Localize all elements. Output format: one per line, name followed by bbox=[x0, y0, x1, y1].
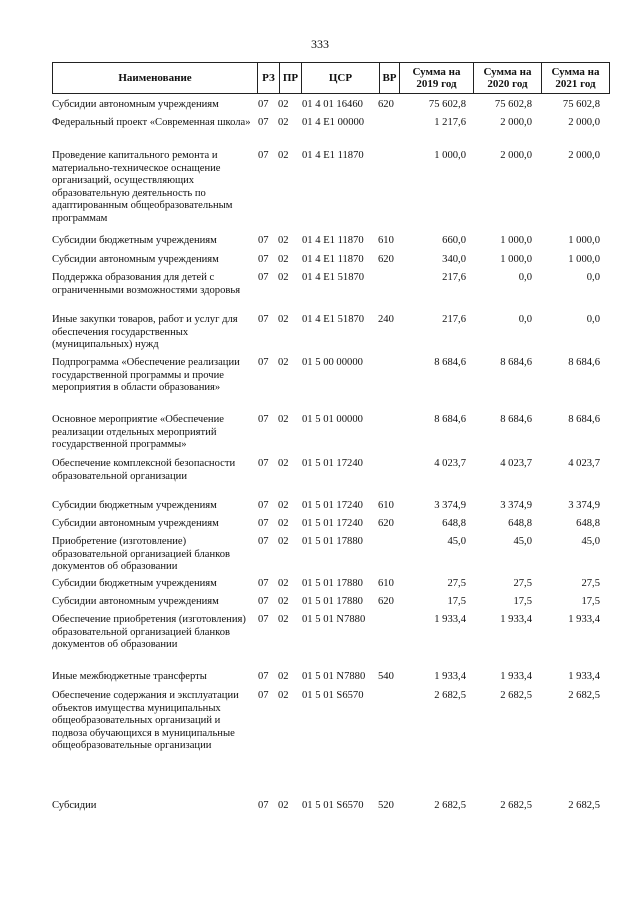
cell-csr: 01 4 E1 51870 bbox=[302, 272, 365, 283]
cell-s2019: 1 000,0 bbox=[434, 150, 466, 161]
cell-vr: 240 bbox=[378, 314, 394, 325]
cell-rz: 07 bbox=[258, 800, 269, 811]
cell-csr: 01 5 01 17880 bbox=[302, 536, 363, 547]
cell-s2020: 1 000,0 bbox=[500, 235, 532, 246]
cell-rz: 07 bbox=[258, 671, 269, 682]
cell-s2021: 0,0 bbox=[586, 314, 600, 325]
table-row bbox=[52, 671, 610, 690]
cell-s2021: 1 000,0 bbox=[568, 254, 600, 265]
cell-s2020: 3 374,9 bbox=[500, 500, 532, 511]
cell-csr: 01 4 E1 51870 bbox=[302, 314, 365, 325]
cell-pr: 02 bbox=[278, 800, 289, 811]
cell-rz: 07 bbox=[258, 150, 269, 161]
cell-s2020: 2 682,5 bbox=[500, 690, 532, 701]
cell-pr: 02 bbox=[278, 614, 289, 625]
cell-s2020: 8 684,6 bbox=[500, 357, 532, 368]
cell-pr: 02 bbox=[278, 117, 289, 128]
cell-s2020: 8 684,6 bbox=[500, 414, 532, 425]
cell-s2020: 0,0 bbox=[518, 272, 532, 283]
cell-name: Федеральный проект «Современная школа» bbox=[52, 117, 251, 128]
cell-rz: 07 bbox=[258, 614, 269, 625]
table-row bbox=[52, 357, 610, 414]
cell-s2021: 2 000,0 bbox=[568, 117, 600, 128]
cell-rz: 07 bbox=[258, 458, 269, 469]
cell-name: Обеспечение комплексной безопасности образовательной организации bbox=[52, 458, 236, 482]
cell-s2021: 1 000,0 bbox=[568, 235, 600, 246]
cell-name: Обеспечение приобретения (изготовления) образовательной организацией бланков документов об образовании bbox=[52, 614, 246, 651]
cell-rz: 07 bbox=[258, 518, 269, 529]
cell-csr: 01 5 01 17240 bbox=[302, 518, 363, 529]
cell-vr bbox=[378, 117, 398, 150]
header-name: Наименование bbox=[118, 72, 192, 84]
cell-s2019: 1 933,4 bbox=[434, 614, 466, 625]
table-body bbox=[52, 99, 610, 820]
cell-vr: 610 bbox=[378, 500, 394, 511]
table-row bbox=[52, 518, 610, 536]
header-sum-2019: Сумма на 2019 год bbox=[399, 63, 473, 93]
cell-vr: 620 bbox=[378, 254, 394, 265]
cell-csr: 01 4 E1 00000 bbox=[302, 117, 365, 128]
cell-name: Подпрограмма «Обеспечение реализации государственной программы и прочие мероприятия в области образования» bbox=[52, 357, 240, 394]
header-csr: ЦСР bbox=[301, 63, 379, 93]
cell-s2021: 648,8 bbox=[576, 518, 600, 529]
header-sum-2020: Сумма на 2020 год bbox=[473, 63, 541, 93]
table-row bbox=[52, 314, 610, 357]
cell-rz: 07 bbox=[258, 117, 269, 128]
table-row bbox=[52, 414, 610, 458]
cell-vr: 540 bbox=[378, 671, 394, 682]
cell-vr: 610 bbox=[378, 235, 394, 246]
cell-pr: 02 bbox=[278, 150, 289, 161]
cell-rz: 07 bbox=[258, 254, 269, 265]
cell-vr: 620 bbox=[378, 518, 394, 529]
table-row bbox=[52, 578, 610, 596]
cell-vr bbox=[378, 272, 398, 314]
cell-csr: 01 5 01 N7880 bbox=[302, 614, 366, 625]
table-row bbox=[52, 596, 610, 614]
cell-s2019: 1 933,4 bbox=[434, 671, 466, 682]
cell-s2019: 217,6 bbox=[442, 272, 466, 283]
cell-s2020: 4 023,7 bbox=[500, 458, 532, 469]
cell-s2021: 2 000,0 bbox=[568, 150, 600, 161]
cell-pr: 02 bbox=[278, 596, 289, 607]
cell-rz: 07 bbox=[258, 314, 269, 325]
cell-s2021: 1 933,4 bbox=[568, 614, 600, 625]
cell-pr: 02 bbox=[278, 414, 289, 425]
table-row bbox=[52, 614, 610, 671]
table-row bbox=[52, 458, 610, 500]
cell-rz: 07 bbox=[258, 690, 269, 701]
table-row bbox=[52, 235, 610, 254]
cell-csr: 01 5 01 00000 bbox=[302, 414, 363, 425]
cell-s2019: 8 684,6 bbox=[434, 357, 466, 368]
cell-csr: 01 5 01 17880 bbox=[302, 578, 363, 589]
cell-s2021: 2 682,5 bbox=[568, 800, 600, 811]
cell-s2019: 340,0 bbox=[442, 254, 466, 265]
cell-s2021: 4 023,7 bbox=[568, 458, 600, 469]
cell-vr: 620 bbox=[378, 99, 394, 110]
cell-csr: 01 5 01 N7880 bbox=[302, 671, 366, 682]
cell-s2019: 3 374,9 bbox=[434, 500, 466, 511]
cell-s2021: 2 682,5 bbox=[568, 690, 600, 701]
cell-name: Субсидии бюджетным учреждениям bbox=[52, 235, 217, 246]
cell-name: Субсидии bbox=[52, 800, 97, 811]
header-pr: ПР bbox=[279, 63, 301, 93]
cell-s2020: 0,0 bbox=[518, 314, 532, 325]
cell-pr: 02 bbox=[278, 235, 289, 246]
cell-s2019: 4 023,7 bbox=[434, 458, 466, 469]
cell-vr: 520 bbox=[378, 800, 394, 811]
header-rz: РЗ bbox=[257, 63, 279, 93]
cell-s2020: 17,5 bbox=[513, 596, 532, 607]
cell-csr: 01 5 01 17880 bbox=[302, 596, 363, 607]
cell-csr: 01 4 E1 11870 bbox=[302, 254, 364, 265]
header-vr: ВР bbox=[379, 63, 399, 93]
cell-csr: 01 5 01 S6570 bbox=[302, 690, 364, 701]
cell-csr: 01 5 00 00000 bbox=[302, 357, 363, 368]
cell-pr: 02 bbox=[278, 314, 289, 325]
table-row bbox=[52, 117, 610, 150]
cell-vr bbox=[378, 536, 398, 578]
header-sum-2021: Сумма на 2021 год bbox=[541, 63, 609, 93]
cell-vr bbox=[378, 614, 398, 671]
cell-pr: 02 bbox=[278, 578, 289, 589]
cell-vr bbox=[378, 150, 398, 235]
cell-name: Субсидии автономным учреждениям bbox=[52, 99, 219, 110]
cell-rz: 07 bbox=[258, 500, 269, 511]
cell-s2020: 648,8 bbox=[508, 518, 532, 529]
cell-s2021: 45,0 bbox=[581, 536, 600, 547]
table-row bbox=[52, 690, 610, 800]
table-row bbox=[52, 536, 610, 578]
cell-s2021: 1 933,4 bbox=[568, 671, 600, 682]
cell-s2021: 17,5 bbox=[581, 596, 600, 607]
page-number: 333 bbox=[311, 37, 329, 51]
cell-s2021: 75 602,8 bbox=[562, 99, 600, 110]
cell-vr bbox=[378, 357, 398, 414]
cell-s2020: 27,5 bbox=[513, 578, 532, 589]
cell-pr: 02 bbox=[278, 357, 289, 368]
cell-s2019: 1 217,6 bbox=[434, 117, 466, 128]
cell-vr bbox=[378, 458, 398, 500]
cell-csr: 01 5 01 17240 bbox=[302, 458, 363, 469]
cell-pr: 02 bbox=[278, 458, 289, 469]
cell-s2019: 648,8 bbox=[442, 518, 466, 529]
cell-s2021: 27,5 bbox=[581, 578, 600, 589]
cell-pr: 02 bbox=[278, 99, 289, 110]
cell-name: Субсидии автономным учреждениям bbox=[52, 254, 219, 265]
cell-vr: 620 bbox=[378, 596, 394, 607]
cell-s2019: 2 682,5 bbox=[434, 690, 466, 701]
cell-s2019: 660,0 bbox=[442, 235, 466, 246]
table-row bbox=[52, 150, 610, 235]
cell-s2020: 1 933,4 bbox=[500, 671, 532, 682]
cell-pr: 02 bbox=[278, 518, 289, 529]
cell-csr: 01 4 01 16460 bbox=[302, 99, 363, 110]
cell-vr: 610 bbox=[378, 578, 394, 589]
table-row bbox=[52, 99, 610, 117]
cell-rz: 07 bbox=[258, 235, 269, 246]
cell-s2019: 27,5 bbox=[447, 578, 466, 589]
cell-s2020: 2 000,0 bbox=[500, 150, 532, 161]
cell-pr: 02 bbox=[278, 536, 289, 547]
cell-name: Субсидии бюджетным учреждениям bbox=[52, 578, 217, 589]
cell-name: Субсидии бюджетным учреждениям bbox=[52, 500, 217, 511]
cell-s2019: 2 682,5 bbox=[434, 800, 466, 811]
cell-pr: 02 bbox=[278, 254, 289, 265]
cell-rz: 07 bbox=[258, 596, 269, 607]
cell-s2019: 8 684,6 bbox=[434, 414, 466, 425]
cell-pr: 02 bbox=[278, 272, 289, 283]
cell-csr: 01 4 E1 11870 bbox=[302, 235, 364, 246]
table-header bbox=[52, 62, 610, 94]
cell-s2020: 1 000,0 bbox=[500, 254, 532, 265]
cell-s2019: 75 602,8 bbox=[428, 99, 466, 110]
cell-pr: 02 bbox=[278, 690, 289, 701]
table-row bbox=[52, 800, 610, 820]
cell-vr bbox=[378, 414, 398, 458]
cell-name: Поддержка образования для детей с ограниченными возможностями здоровья bbox=[52, 272, 241, 296]
cell-s2019: 45,0 bbox=[447, 536, 466, 547]
cell-csr: 01 4 E1 11870 bbox=[302, 150, 364, 161]
cell-s2021: 0,0 bbox=[586, 272, 600, 283]
cell-pr: 02 bbox=[278, 500, 289, 511]
cell-name: Проведение капитального ремонта и материально-техническое оснащение организаций, осуществляющих образовательную деятельность по адаптированным общеобразовательным программам bbox=[52, 150, 233, 224]
table-row bbox=[52, 272, 610, 314]
cell-s2020: 1 933,4 bbox=[500, 614, 532, 625]
cell-s2020: 2 000,0 bbox=[500, 117, 532, 128]
cell-name: Основное мероприятие «Обеспечение реализации отдельных мероприятий государственной программы» bbox=[52, 414, 224, 451]
cell-s2020: 45,0 bbox=[513, 536, 532, 547]
cell-name: Субсидии автономным учреждениям bbox=[52, 518, 219, 529]
cell-s2021: 8 684,6 bbox=[568, 414, 600, 425]
table-row bbox=[52, 500, 610, 518]
cell-s2019: 217,6 bbox=[442, 314, 466, 325]
cell-rz: 07 bbox=[258, 578, 269, 589]
cell-name: Приобретение (изготовление) образовательной организацией бланков документов об образовании bbox=[52, 536, 231, 573]
cell-rz: 07 bbox=[258, 357, 269, 368]
cell-csr: 01 5 01 17240 bbox=[302, 500, 363, 511]
cell-s2019: 17,5 bbox=[447, 596, 466, 607]
cell-rz: 07 bbox=[258, 536, 269, 547]
cell-name: Субсидии автономным учреждениям bbox=[52, 596, 219, 607]
cell-s2021: 3 374,9 bbox=[568, 500, 600, 511]
cell-s2020: 75 602,8 bbox=[494, 99, 532, 110]
cell-s2021: 8 684,6 bbox=[568, 357, 600, 368]
cell-s2020: 2 682,5 bbox=[500, 800, 532, 811]
cell-name: Обеспечение содержания и эксплуатации объектов имущества муниципальных общеобразовательных организаций и подвоза обучающихся в муниципальные общеобразовательные организации bbox=[52, 690, 239, 752]
table-row bbox=[52, 254, 610, 272]
cell-pr: 02 bbox=[278, 671, 289, 682]
cell-name: Иные межбюджетные трансферты bbox=[52, 671, 207, 682]
cell-csr: 01 5 01 S6570 bbox=[302, 800, 364, 811]
cell-rz: 07 bbox=[258, 99, 269, 110]
cell-vr bbox=[378, 690, 398, 800]
cell-rz: 07 bbox=[258, 414, 269, 425]
cell-name: Иные закупки товаров, работ и услуг для обеспечения государственных (муниципальных) нужд bbox=[52, 314, 238, 351]
cell-rz: 07 bbox=[258, 272, 269, 283]
